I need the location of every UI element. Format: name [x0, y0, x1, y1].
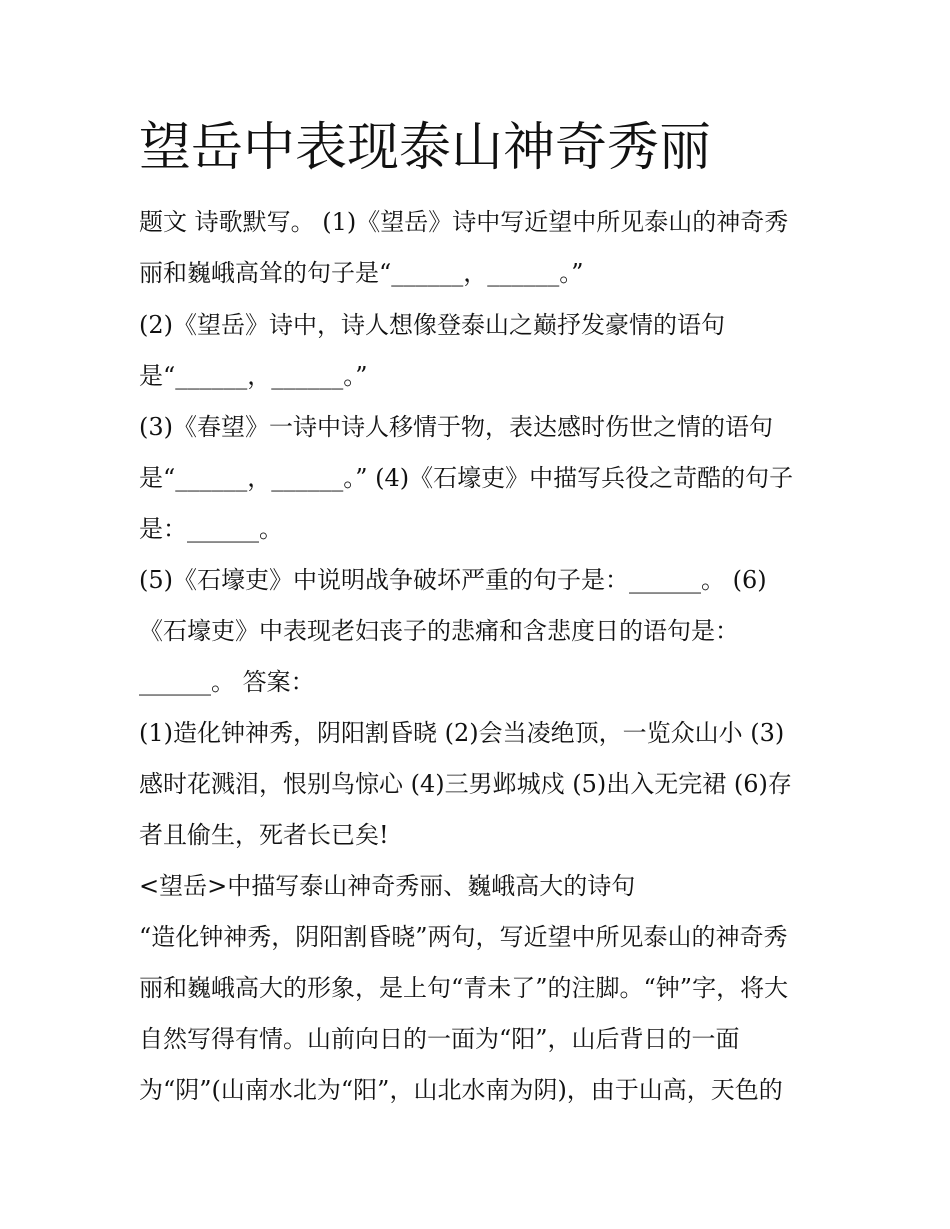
text-line-5: (3)《春望》一诗中诗人移情于物，表达感时伤世之情的语句	[139, 413, 773, 441]
document-title: 望岳中表现泰山神奇秀丽	[139, 118, 712, 178]
text-line-9: 《石壕吏》中表现老妇丧子的悲痛和含悲度日的语句是：	[139, 617, 739, 645]
text-line-14: <望岳>中描写泰山神奇秀丽、巍峨高大的诗句	[139, 872, 636, 900]
text-line-13: 者且偷生，死者长已矣!	[139, 821, 389, 849]
text-line-15: “造化钟神秀，阴阳割昏晓”两句，写近望中所见泰山的神奇秀	[139, 923, 788, 951]
text-line-7: 是：______。	[139, 515, 283, 543]
text-line-2: 丽和巍峨高耸的句子是“______，______。”	[139, 259, 584, 287]
text-line-11: (1)造化钟神秀，阴阳割昏晓 (2)会当凌绝顶，一览众山小 (3)	[139, 719, 785, 747]
text-line-3: (2)《望岳》诗中，诗人想像登泰山之巅抒发豪情的语句	[139, 311, 725, 339]
text-line-8: (5)《石壕吏》中说明战争破坏严重的句子是：______。 (6)	[139, 566, 767, 594]
text-line-12: 感时花溅泪，恨别鸟惊心 (4)三男邺城戍 (5)出入无完裙 (6)存	[139, 770, 792, 798]
text-line-1: 题文 诗歌默写。 (1)《望岳》诗中写近望中所见泰山的神奇秀	[139, 208, 789, 236]
text-line-18: 为“阴”(山南水北为“阳”，山北水南为阴)，由于山高，天色的	[139, 1076, 783, 1104]
text-line-17: 自然写得有情。山前向日的一面为“阳”，山后背日的一面	[139, 1025, 740, 1053]
text-line-4: 是“______，______。”	[139, 362, 368, 390]
text-line-16: 丽和巍峨高大的形象，是上句“青未了”的注脚。“钟”字，将大	[139, 974, 789, 1002]
text-line-6: 是“______，______。” (4)《石壕吏》中描写兵役之苛酷的句子	[139, 464, 794, 492]
text-line-10: ______。 答案：	[139, 668, 315, 696]
